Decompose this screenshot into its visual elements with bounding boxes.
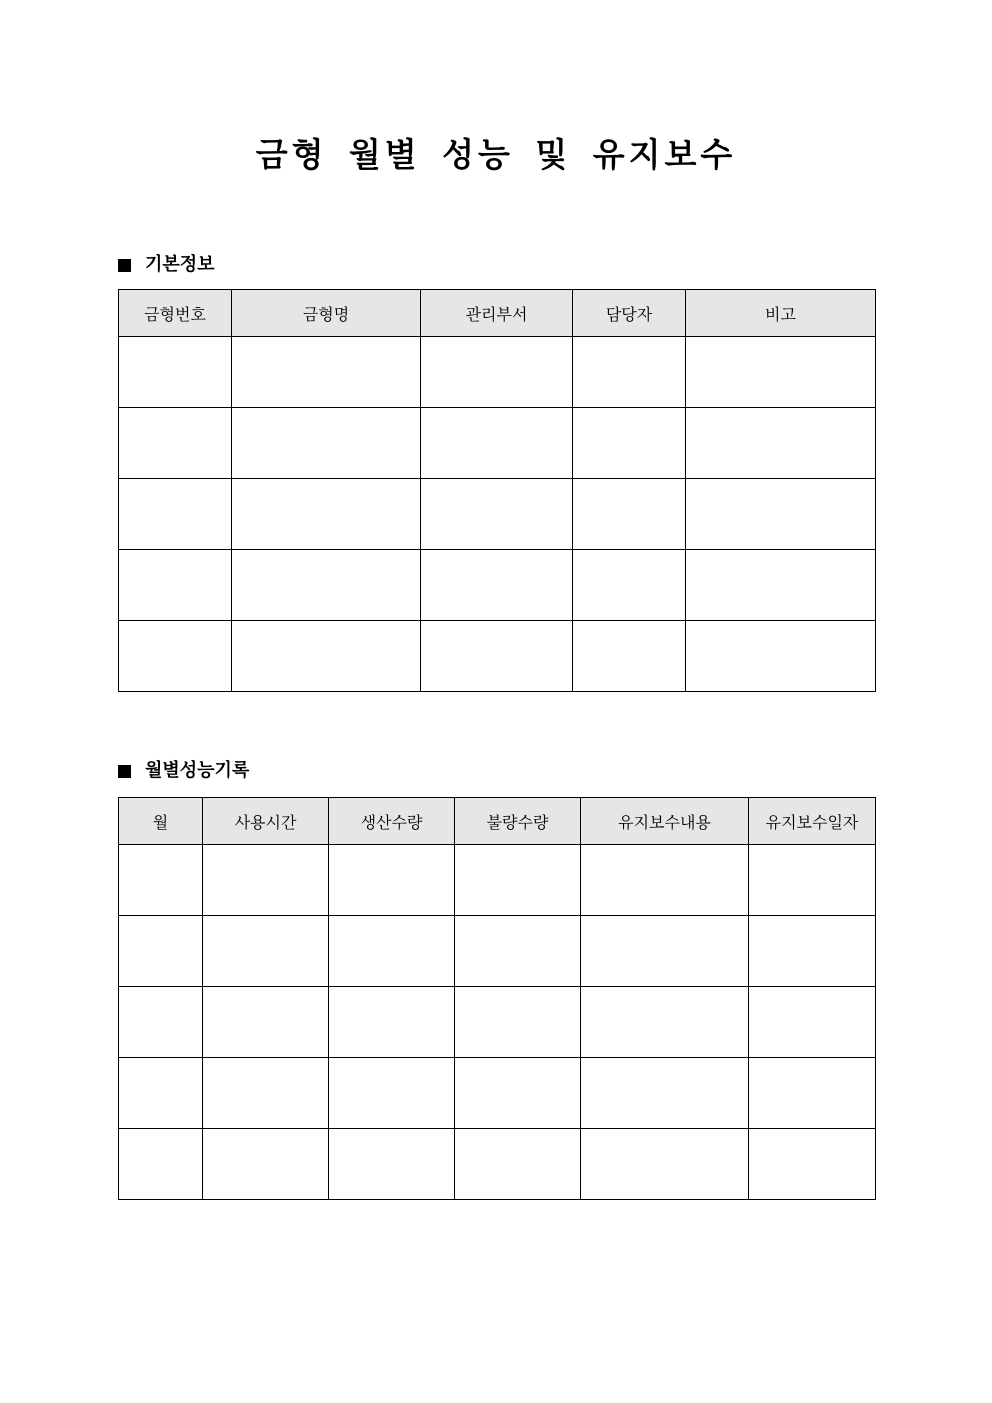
table-cell[interactable] bbox=[203, 916, 329, 987]
table-cell[interactable] bbox=[119, 916, 203, 987]
table-cell[interactable] bbox=[455, 1129, 581, 1200]
table-cell[interactable] bbox=[119, 337, 232, 408]
table-cell[interactable] bbox=[421, 621, 573, 692]
table-cell[interactable] bbox=[455, 987, 581, 1058]
header-month: 월 bbox=[119, 798, 203, 845]
table-cell[interactable] bbox=[573, 550, 686, 621]
table-cell[interactable] bbox=[686, 550, 876, 621]
table-row bbox=[119, 550, 876, 621]
monthly-performance-heading bbox=[118, 759, 249, 783]
table-cell[interactable] bbox=[329, 987, 455, 1058]
table-cell[interactable] bbox=[119, 1129, 203, 1200]
table-cell[interactable] bbox=[203, 1058, 329, 1129]
table-row bbox=[119, 479, 876, 550]
table-cell[interactable] bbox=[573, 479, 686, 550]
table-cell[interactable] bbox=[232, 337, 421, 408]
table-cell[interactable] bbox=[455, 916, 581, 987]
table-cell[interactable] bbox=[581, 916, 749, 987]
table-cell[interactable] bbox=[329, 1058, 455, 1129]
table-cell[interactable] bbox=[749, 987, 876, 1058]
monthly-performance-heading-label: 월별성능기록 bbox=[145, 760, 250, 781]
table-cell[interactable] bbox=[329, 916, 455, 987]
table-row bbox=[119, 621, 876, 692]
table-cell[interactable] bbox=[119, 987, 203, 1058]
table-cell[interactable] bbox=[232, 550, 421, 621]
table-cell[interactable] bbox=[119, 479, 232, 550]
table-cell[interactable] bbox=[119, 1058, 203, 1129]
table-cell[interactable] bbox=[119, 621, 232, 692]
table-row bbox=[119, 845, 876, 916]
table-cell[interactable] bbox=[749, 916, 876, 987]
table-cell[interactable] bbox=[686, 408, 876, 479]
header-maintenance-date: 유지보수일자 bbox=[749, 798, 876, 845]
table-cell[interactable] bbox=[329, 1129, 455, 1200]
table-cell[interactable] bbox=[573, 408, 686, 479]
table-cell[interactable] bbox=[686, 337, 876, 408]
header-maintenance-details: 유지보수내용 bbox=[581, 798, 749, 845]
square-bullet-icon bbox=[118, 259, 131, 272]
table-cell[interactable] bbox=[749, 1129, 876, 1200]
table-row bbox=[119, 1129, 876, 1200]
table-cell[interactable] bbox=[455, 845, 581, 916]
table-cell[interactable] bbox=[232, 408, 421, 479]
table-cell[interactable] bbox=[119, 550, 232, 621]
monthly-performance-table bbox=[118, 797, 876, 1200]
square-bullet-icon bbox=[118, 765, 131, 778]
table-cell[interactable] bbox=[203, 1129, 329, 1200]
table-cell[interactable] bbox=[581, 1129, 749, 1200]
header-usage-hours: 사용시간 bbox=[203, 798, 329, 845]
table-row bbox=[119, 408, 876, 479]
basic-info-heading-label: 기본정보 bbox=[145, 254, 215, 275]
header-defect-qty: 불량수량 bbox=[455, 798, 581, 845]
header-person-in-charge: 담당자 bbox=[573, 290, 686, 337]
monthly-header-row bbox=[119, 798, 876, 845]
table-cell[interactable] bbox=[329, 845, 455, 916]
header-mold-number: 금형번호 bbox=[119, 290, 232, 337]
basic-info-table bbox=[118, 289, 876, 692]
table-row bbox=[119, 987, 876, 1058]
table-cell[interactable] bbox=[203, 845, 329, 916]
table-cell[interactable] bbox=[232, 621, 421, 692]
table-row bbox=[119, 337, 876, 408]
table-row bbox=[119, 916, 876, 987]
table-cell[interactable] bbox=[573, 621, 686, 692]
table-cell[interactable] bbox=[421, 550, 573, 621]
table-cell[interactable] bbox=[686, 479, 876, 550]
header-production-qty: 생산수량 bbox=[329, 798, 455, 845]
table-cell[interactable] bbox=[581, 1058, 749, 1129]
table-cell[interactable] bbox=[581, 987, 749, 1058]
table-cell[interactable] bbox=[749, 1058, 876, 1129]
table-cell[interactable] bbox=[421, 408, 573, 479]
table-cell[interactable] bbox=[686, 621, 876, 692]
basic-info-header-row bbox=[119, 290, 876, 337]
page-title: 금형 월별 성능 및 유지보수 bbox=[255, 135, 737, 174]
table-cell[interactable] bbox=[203, 987, 329, 1058]
table-cell[interactable] bbox=[573, 337, 686, 408]
table-cell[interactable] bbox=[119, 408, 232, 479]
header-managing-dept: 관리부서 bbox=[421, 290, 573, 337]
table-cell[interactable] bbox=[421, 337, 573, 408]
header-remarks: 비고 bbox=[686, 290, 876, 337]
table-cell[interactable] bbox=[119, 845, 203, 916]
table-cell[interactable] bbox=[749, 845, 876, 916]
basic-info-heading bbox=[118, 253, 215, 277]
header-mold-name: 금형명 bbox=[232, 290, 421, 337]
table-cell[interactable] bbox=[421, 479, 573, 550]
table-cell[interactable] bbox=[455, 1058, 581, 1129]
table-row bbox=[119, 1058, 876, 1129]
table-cell[interactable] bbox=[232, 479, 421, 550]
table-cell[interactable] bbox=[581, 845, 749, 916]
